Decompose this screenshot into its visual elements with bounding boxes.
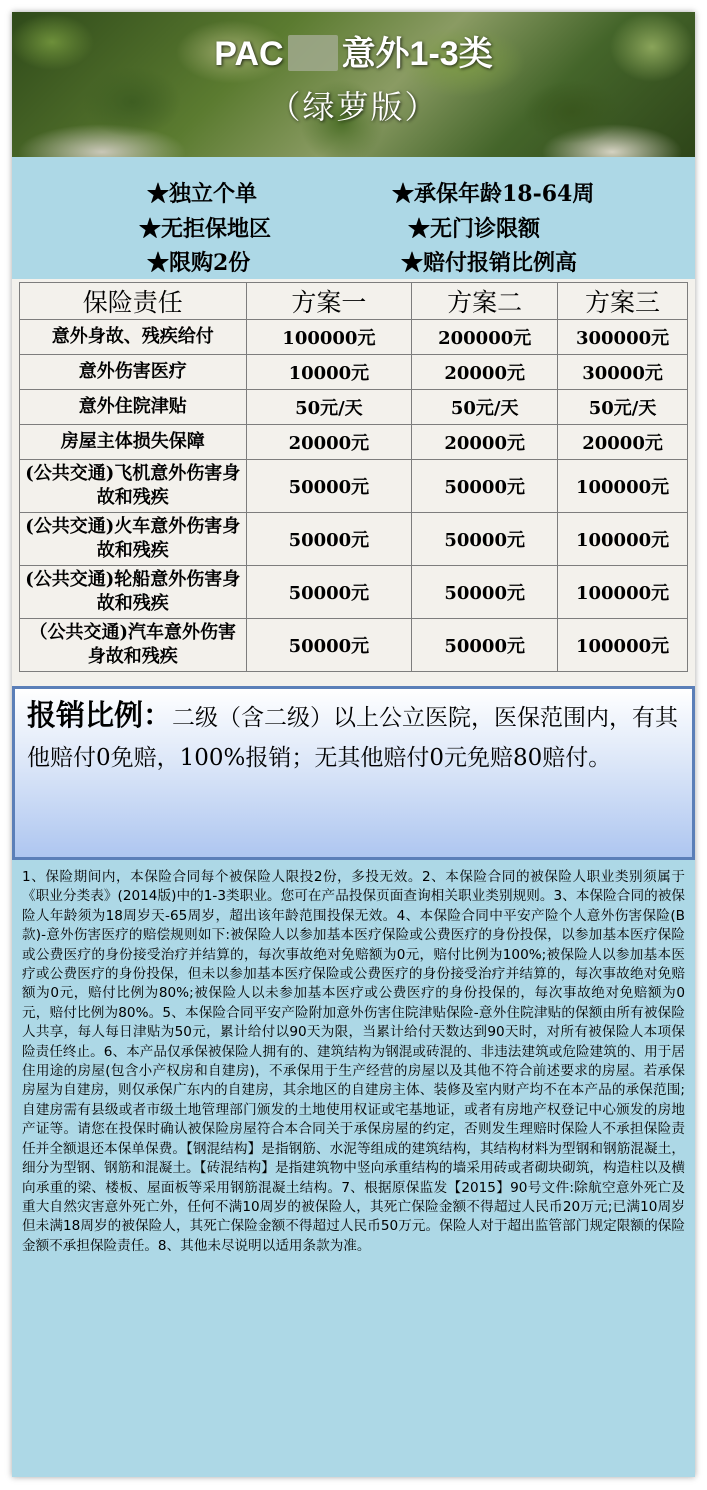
reimbursement-label: 报销比例： (27, 698, 173, 732)
plan-value: 50000元 (246, 619, 412, 672)
plan-value: 50元/天 (558, 390, 688, 425)
plan-value: 50000元 (412, 460, 558, 513)
plan-value: 100000元 (558, 460, 688, 513)
coverage-table-wrap (19, 282, 688, 672)
reimbursement-text (27, 695, 682, 778)
plan-value: 50000元 (412, 566, 558, 619)
terms-notes: 1、保险期间内，本保险合同每个被保险人限投2份，多投无效。2、本保险合同的被保险人职业类别须属于《职业分类表》(2014版)中的1-3类职业。您可在产品投保页面查询相关职业类别规则。3、本保险合同的被保险人年龄须为18周岁天-65周岁，超出该年龄范围投保无效。4、本保险合同中平安产险个人意外伤害保险(B款)-意外伤害医疗的赔偿规则如下:被保险人以参加基本医疗保险或公费医疗的身份投保，以参加基本医疗保险或公费医疗的身份接受治疗并结算的，每次事故绝对免赔额为0元，赔付比例为100%;被保险人以参加基本医疗或公费医疗的身份投保，但未以参加基本医疗保险或公费医疗的身份接受治疗并结算的，每次事故绝对免赔额为0元，赔付比例为80%;被保险人以未参加基本医疗或公费医疗的身份投保的，每次事故绝对免赔额为0元，赔付比例为80%。5、本保险合同平安产险附加意外伤害住院津贴保险-意外住院津贴的保额由所有被保险人共享，每人每日津贴为50元，累计给付以90天为限，当累计给付天数达到90天时，对所有被保险人本项保险责任终止。6、本产品仅承保被保险人拥有的、建筑结构为钢混或砖混的、非违法建筑或危险建筑的、用于居住用途的房屋(包含小产权房和自建房)，不承保用于生产经营的房屋以及其他不符合前述要求的房屋。若承保房屋为自建房，则仅承保广东内的自建房，其余地区的自建房主体、装修及室内财产均不在本产品的承保范围;自建房需有县级或者市级土地管理部门颁发的土地使用权证或宅基地证，或者有房地产权登记中心颁发的房地产证等。请您在投保时确认被保险房屋符合本合同关于承保房屋的约定，否则发生理赔时保险人不承担保险责任并全额退还本保单保费。【钢混结构】是指钢筋、水泥等组成的建筑结构，其结构材料为型钢和钢筋混凝土，细分为型钢、钢筋和混凝土。【砖混结构】是指建筑物中竖向承重结构的墙采用砖或者砌块砌筑，构造柱以及横向承重的梁、楼板、屋面板等采用钢筋混凝土结构。7、根据原保监发【2015】90号文件:除航空意外死亡及重大自然灾害意外死亡外，任何不满10周岁的被保险人，其死亡保险金额不得超过人民币20万元;已满10周岁但未满18周岁的被保险人，其死亡保险金额不得超过人民币50万元。保险人对于超出监管部门规定限额的保险金额不承担保险责任。8、其他未尽说明以适用条款为准。 (22, 869, 685, 1254)
plan-value: 50000元 (246, 566, 412, 619)
plan-value: 50元/天 (412, 390, 558, 425)
product-title (12, 26, 695, 75)
plan-value: 300000元 (558, 320, 688, 355)
plan-value: 20000元 (246, 425, 412, 460)
features-panel (12, 157, 695, 279)
table-header-row (20, 283, 688, 320)
coverage-item: 意外住院津贴 (20, 390, 247, 425)
coverage-item: 意外伤害医疗 (20, 355, 247, 390)
table-row (20, 619, 688, 672)
plan-value: 20000元 (558, 425, 688, 460)
feature-item: ★无拒保地区 (139, 216, 272, 242)
table-row (20, 425, 688, 460)
redacted-blur (288, 35, 338, 71)
plan-value: 10000元 (246, 355, 412, 390)
plan-value: 50000元 (412, 513, 558, 566)
feature-item: ★赔付报销比例高 (401, 250, 578, 276)
plan-value: 50000元 (412, 619, 558, 672)
header-plan-3: 方案三 (558, 283, 688, 320)
title-right: 意外1-3类 (341, 35, 493, 73)
feature-item: ★限购2份 (147, 250, 251, 276)
plan-value: 100000元 (558, 619, 688, 672)
table-row (20, 320, 688, 355)
plan-value: 100000元 (246, 320, 412, 355)
plan-value: 50000元 (246, 513, 412, 566)
coverage-item: 意外身故、残疾给付 (20, 320, 247, 355)
table-row (20, 566, 688, 619)
coverage-table (19, 282, 688, 672)
notes-panel (12, 860, 695, 1477)
plan-value: 20000元 (412, 355, 558, 390)
table-row (20, 460, 688, 513)
feature-item: ★独立个单 (147, 181, 258, 207)
table-row (20, 390, 688, 425)
product-subtitle: （绿萝版） (268, 88, 439, 126)
product-poster (12, 12, 695, 1477)
coverage-item: (公共交通)轮船意外伤害身故和残疾 (20, 566, 247, 619)
coverage-item: 房屋主体损失保障 (20, 425, 247, 460)
plan-value: 50元/天 (246, 390, 412, 425)
plan-value: 100000元 (558, 566, 688, 619)
table-row (20, 355, 688, 390)
plan-value: 200000元 (412, 320, 558, 355)
feature-item: ★无门诊限额 (408, 216, 541, 242)
plan-value: 50000元 (246, 460, 412, 513)
header-plan-2: 方案二 (412, 283, 558, 320)
table-row (20, 513, 688, 566)
title-left: PAC (214, 35, 284, 73)
header-banner (12, 12, 695, 157)
feature-item: ★承保年龄18-64周 (392, 181, 595, 207)
reimbursement-box (12, 686, 695, 860)
coverage-item: (公共交通)火车意外伤害身故和残疾 (20, 513, 247, 566)
header-coverage: 保险责任 (20, 283, 247, 320)
coverage-item: （公共交通)汽车意外伤害身故和残疾 (20, 619, 247, 672)
coverage-item: (公共交通)飞机意外伤害身故和残疾 (20, 460, 247, 513)
reimbursement-detail: 二级（含二级）以上公立医院，医保范围内，有其他赔付0免赔，100%报销；无其他赔付0元免赔80赔付。 (27, 705, 679, 771)
plan-value: 20000元 (412, 425, 558, 460)
plan-value: 100000元 (558, 513, 688, 566)
plan-value: 30000元 (558, 355, 688, 390)
header-plan-1: 方案一 (246, 283, 412, 320)
